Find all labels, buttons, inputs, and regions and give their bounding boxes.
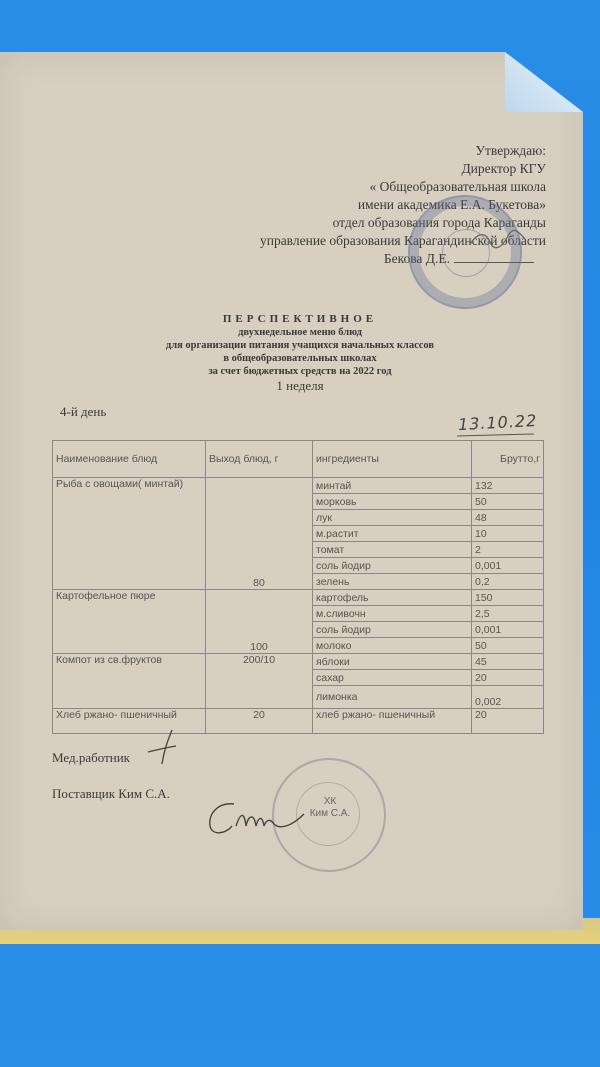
dish-yield: 20 [206,709,313,734]
ingredient-name: хлеб ржано- пшеничный [313,709,472,734]
ingredient-gross: 2 [472,542,544,558]
stamp-line: ХК [323,796,337,807]
dish-name: Компот из св.фруктов [53,654,206,709]
ingredient-gross: 50 [472,638,544,654]
title-line: для организации питания учащихся начальных классов [165,340,435,351]
medic-signature-icon [142,728,182,768]
table-row [53,654,544,670]
ingredient-name: лимонка [313,686,472,709]
column-header-yield: Выход блюд, г [206,441,313,478]
title-line: в общеобразовательных школах [223,353,377,364]
ingredient-name: соль йодир [313,622,472,638]
ingredient-name: картофель [313,590,472,606]
handwritten-date: 13.10.22 [457,410,538,435]
table-header-row [53,441,544,478]
day-label: 4-й день [60,404,107,419]
title-line: двухнедельное меню блюд [238,327,362,338]
ingredient-gross: 20 [472,670,544,686]
table-row [53,590,544,606]
ingredient-gross: 2,5 [472,606,544,622]
ingredient-name: яблоки [313,654,472,670]
ingredient-gross: 150 [472,590,544,606]
menu-table [52,440,544,734]
title-line: за счет бюджетных средств на 2022 год [208,366,392,377]
column-header-ingredients: ингредиенты [313,441,472,478]
approval-line: управление образования Карагандинской области [259,233,546,248]
ingredient-gross: 132 [472,478,544,494]
approval-line: Утверждаю: [475,143,546,158]
ingredient-name: соль йодир [313,558,472,574]
ingredient-name: м.сливочн [313,606,472,622]
dish-yield: 200/10 [206,654,313,709]
title-block [100,312,500,394]
medic-label: Мед.работник [52,750,130,765]
dish-yield: 80 [206,478,313,590]
ingredient-name: томат [313,542,472,558]
ingredient-gross: 48 [472,510,544,526]
supplier-label: Поставщик Ким С.А. [52,786,170,801]
title-heading: ПЕРСПЕКТИВНОЕ [222,313,378,325]
stamp-line: Ким С.А. [309,808,351,819]
ingredient-gross: 0,001 [472,558,544,574]
table-row [53,709,544,734]
approval-line: Директор КГУ [461,161,546,176]
ingredient-gross: 10 [472,526,544,542]
week-label: 1 неделя [276,378,324,393]
dish-name: Рыба с овощами( минтай) [53,478,206,590]
dish-name: Картофельное пюре [53,590,206,654]
plastic-sleeve-fold [505,52,583,112]
ingredient-gross: 20 [472,709,544,734]
ingredient-name: морковь [313,494,472,510]
ingredient-gross: 0,002 [472,686,544,709]
ingredient-gross: 0,2 [472,574,544,590]
column-header-dish: Наименование блюд [53,441,206,478]
approval-line: « Общеобразовательная школа [369,179,546,194]
ingredient-gross: 0,001 [472,622,544,638]
dish-name: Хлеб ржано- пшеничный [53,709,206,734]
ingredient-name: минтай [313,478,472,494]
ingredient-gross: 50 [472,494,544,510]
ingredient-name: зелень [313,574,472,590]
ingredient-name: лук [313,510,472,526]
approval-signer-name: Бекова Д.Е. [383,251,450,266]
table-row [53,478,544,494]
ingredient-name: сахар [313,670,472,686]
director-signature-icon [468,228,528,250]
supplier-signature-icon [200,796,310,846]
ingredient-name: м.растит [313,526,472,542]
approval-line: имени академика Е.А. Букетова» [357,197,546,212]
school-seal-stamp-icon [408,195,522,309]
ingredient-name: молоко [313,638,472,654]
approval-line: отдел образования города Караганды [332,215,546,230]
column-header-gross: Брутто,г [472,441,544,478]
ingredient-gross: 45 [472,654,544,670]
date-underline [456,432,536,438]
dish-yield: 100 [206,590,313,654]
